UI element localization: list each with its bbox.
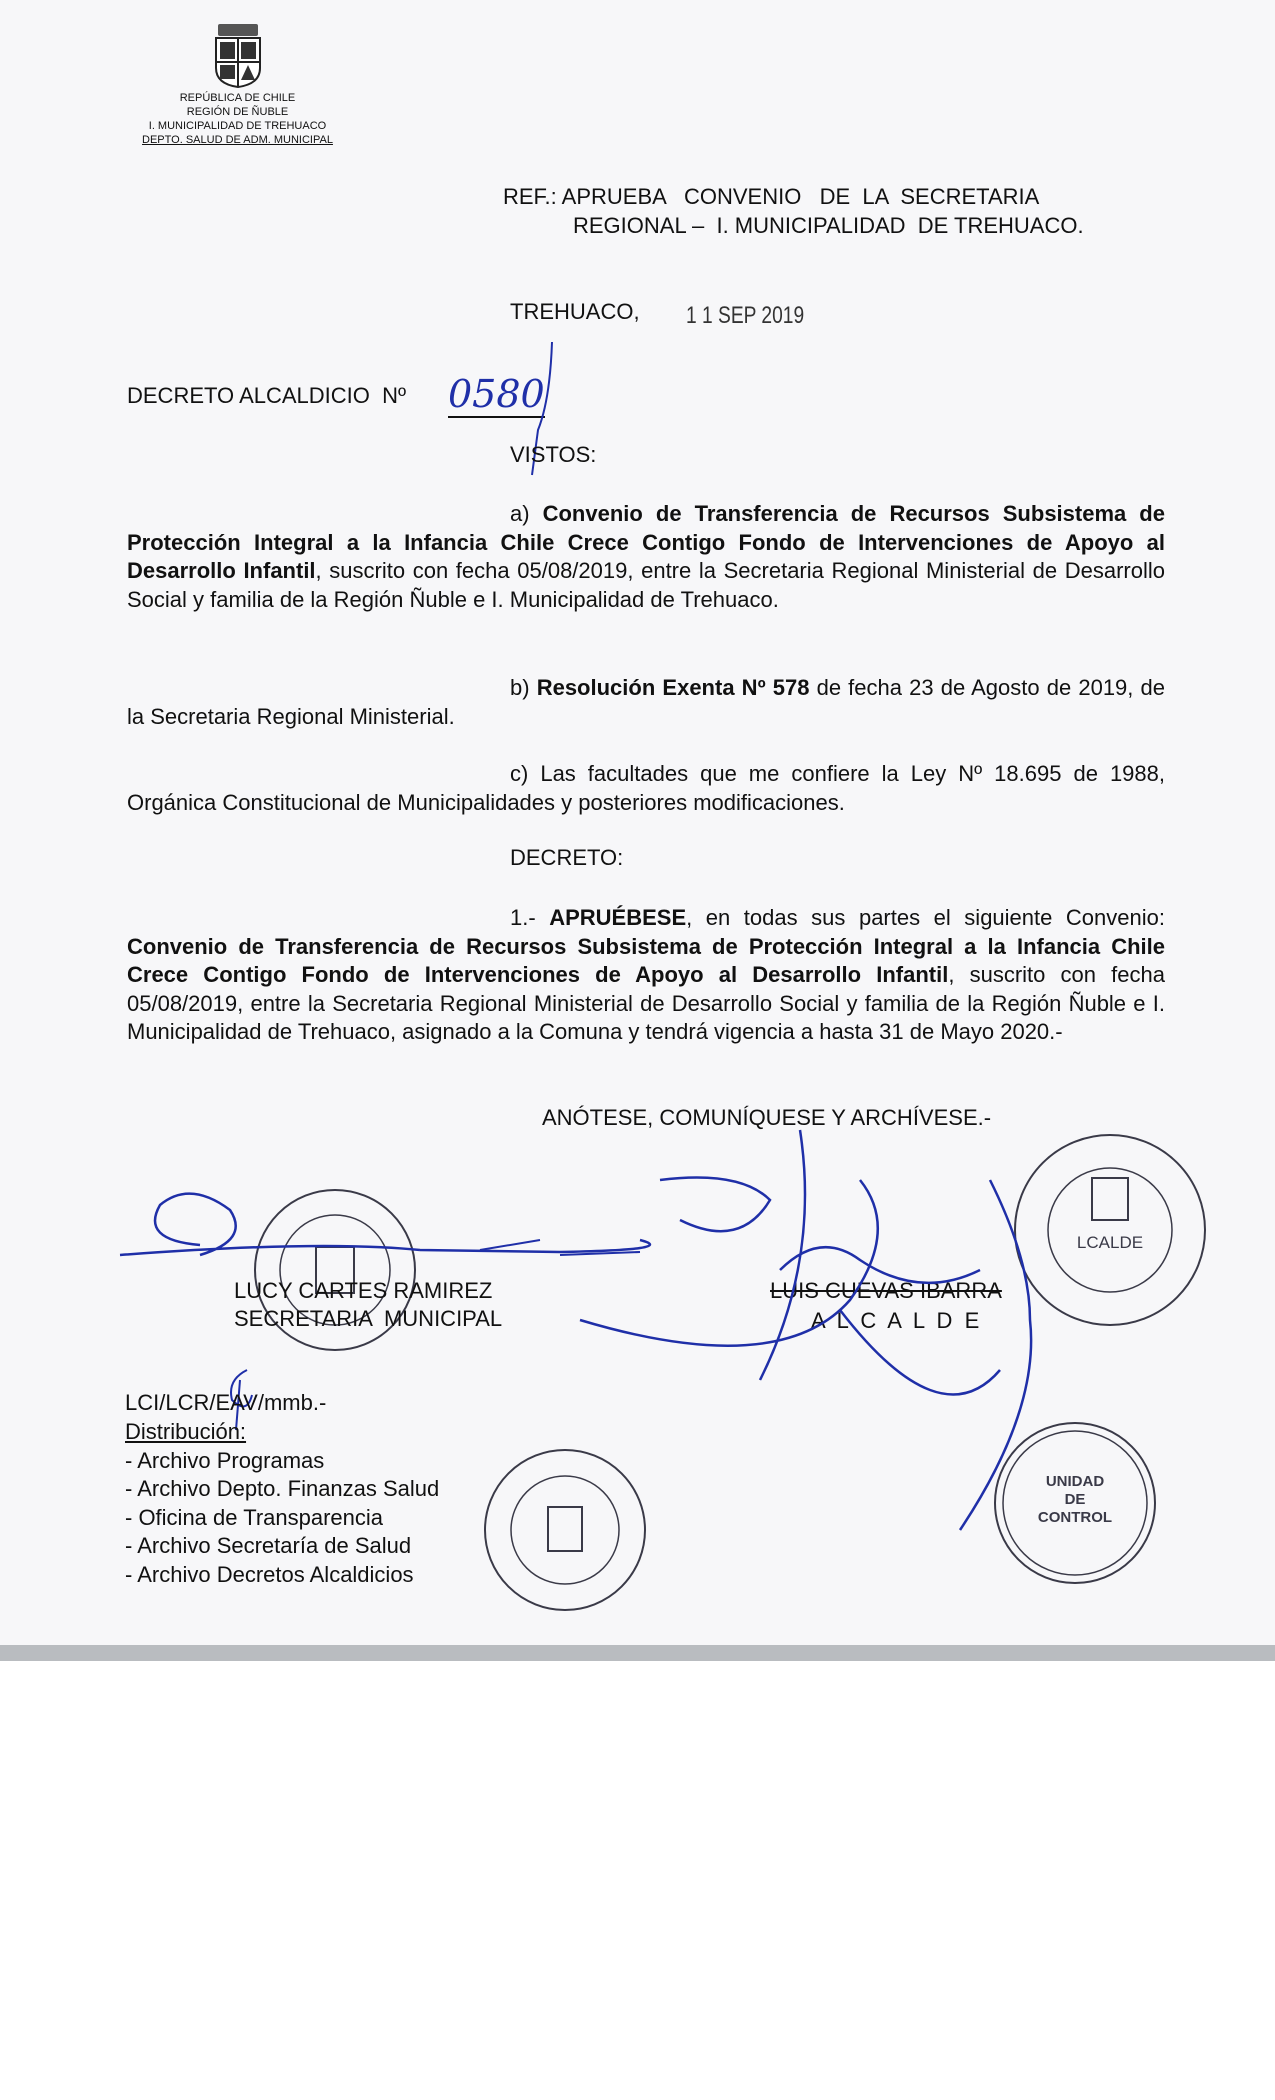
item-marker: 1.- xyxy=(510,905,550,930)
alcalde-title: A L C A L D E xyxy=(811,1308,980,1333)
distribution-item: - Archivo Decretos Alcaldicios xyxy=(125,1561,414,1587)
vistos-c xyxy=(127,760,1165,817)
vistos-b xyxy=(127,674,1165,731)
ref-line-1: REF.: APRUEBA CONVENIO DE LA SECRETARIA xyxy=(503,184,1040,209)
svg-text:LCALDE: LCALDE xyxy=(1076,1233,1144,1252)
scan-edge xyxy=(0,1645,1275,1661)
item-marker: a) xyxy=(510,501,543,526)
alcalde-signature xyxy=(560,1080,1080,1540)
letterhead-municipality: I. MUNICIPALIDAD DE TREHUACO xyxy=(148,120,327,132)
letterhead-region: REGIÓN DE ÑUBLE xyxy=(186,106,289,118)
ref-line-2: REGIONAL – I. MUNICIPALIDAD DE TREHUACO. xyxy=(573,213,1084,238)
distribution-item: - Archivo Depto. Finanzas Salud xyxy=(125,1476,440,1501)
distribution-list xyxy=(125,1418,439,1589)
vistos-heading: VISTOS: xyxy=(510,442,597,467)
svg-text:DE: DE xyxy=(1064,1491,1086,1508)
letterhead-republica: REPÚBLICA DE CHILE xyxy=(179,92,296,104)
decreto-heading: DECRETO: xyxy=(510,845,624,870)
place: TREHUACO, xyxy=(510,299,640,324)
convenio-title: Convenio de Transferencia de Recursos Subsistema de Protección Integral a la Infancia Chile Crece Contigo Fondo de Intervenciones de Apoyo al Desarrollo Infantil xyxy=(127,933,1165,987)
decree-label: DECRETO ALCALDICIO Nº xyxy=(127,383,407,408)
convenio-title: Convenio de Transferencia de Recursos Subsistema de Protección Integral a la Infancia Chile Crece Contigo Fondo de Intervenciones de Apoyo al Desarrollo Infantil xyxy=(127,501,1165,583)
date-stamp: 1 1 SEP 2019 xyxy=(686,302,805,329)
distribution-heading: Distribución: xyxy=(125,1419,247,1444)
vistos-a xyxy=(127,500,1165,614)
letterhead-department: DEPTO. SALUD DE ADM. MUNICIPAL xyxy=(142,134,333,146)
distribution-item: - Oficina de Transparencia xyxy=(125,1504,384,1530)
decreto-text: , suscrito con fecha 05/08/2019, entre la Secretaria Regional Ministerial de Desarrollo Social y familia de la Región Ñuble e I. Municipalidad de Trehuaco, asignado a la Comuna y tendrá vigencia a hasta 31 de Mayo 2020.- xyxy=(127,962,1165,1044)
svg-text:CONTROL: CONTROL xyxy=(1037,1509,1113,1526)
decree-number: 0580 xyxy=(448,372,545,416)
decreto-1 xyxy=(127,904,1165,1047)
resolucion: Resolución Exenta Nº 578 xyxy=(536,675,810,700)
municipal-crest-logo xyxy=(212,24,264,88)
svg-text:UNIDAD: UNIDAD xyxy=(1045,1473,1105,1490)
decreto-text: , en todas sus partes el siguiente Convenio: xyxy=(686,905,1165,930)
distribution-item: - Archivo Programas xyxy=(125,1447,325,1473)
apruebese: APRUÉBESE xyxy=(549,905,687,930)
alcalde-name: LUIS CUEVAS IBARRA xyxy=(770,1278,1002,1303)
vistos-a-text: , suscrito con fecha 05/08/2019, entre la Secretaria Regional Ministerial de Desarrollo Social y familia de la Región Ñuble e I. Municipalidad de Trehuaco. xyxy=(127,558,1165,612)
closing: ANÓTESE, COMUNÍQUESE Y ARCHÍVESE.- xyxy=(542,1105,992,1130)
item-marker: b) xyxy=(510,675,537,700)
initials: LCI/LCR/EAV/mmb.- xyxy=(125,1390,327,1415)
distribution-item: - Archivo Secretaría de Salud xyxy=(125,1533,412,1558)
secretaria-name: LUCY CARTES RAMIREZ xyxy=(234,1278,493,1303)
secretaria-title: SECRETARIA MUNICIPAL xyxy=(234,1306,503,1331)
vistos-c-text: c) Las facultades que me confiere la Ley Nº 18.695 de 1988, Orgánica Constitucional de Municipalidades y posteriores modificaciones. xyxy=(127,761,1165,815)
vistos-b-text: de fecha 23 de Agosto de 2019, de la Secretaria Regional Ministerial. xyxy=(127,675,1166,729)
